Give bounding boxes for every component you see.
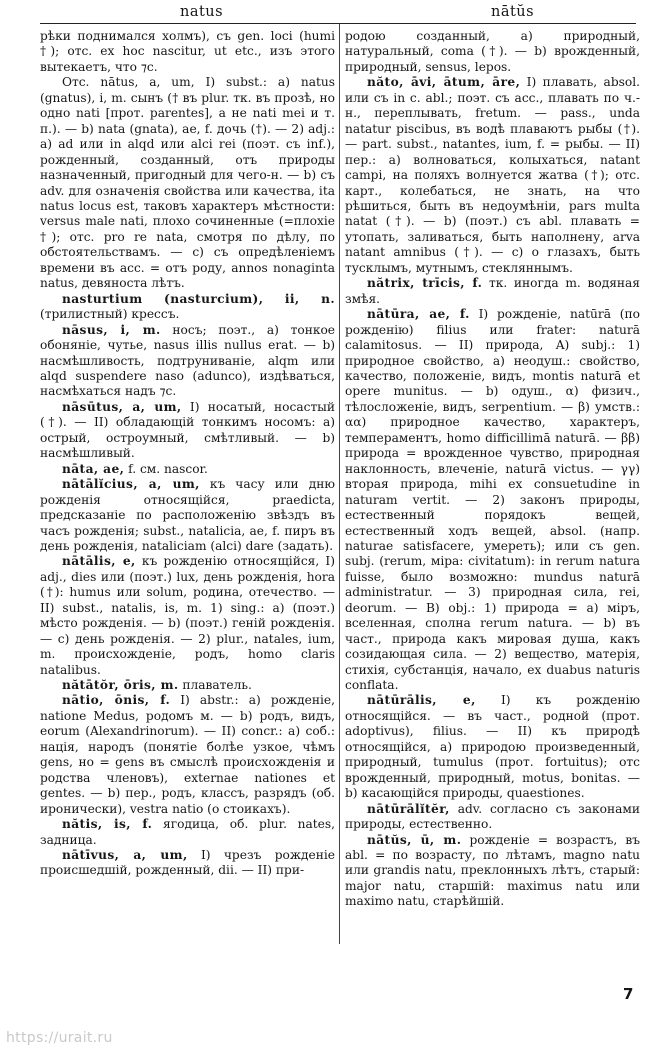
entry-continuation <box>40 29 335 75</box>
entry-definition: I) рожденіе, natūrā (по рожденію) filius или frater: naturā calamitosus. — II) природа, A) subj.: 1) природное свойство, a) неодуш.: свойство, качество, положеніе, видъ, montis naturā et opere munitus. — b) одуш., α) физич., тѣлосложеніе, видъ, serpentium. — β) умств.: αα) природное качество, характеръ, темпераментъ, homo difficillimā naturā. — ββ) природа = врожденное чувство, природная наклонность, влеченіе, naturā victus. — γγ) вторая природа, mihi ex consuetudine in naturam vertit. — 2) законъ природы, естественный порядокъ вещей, естественный ходъ вещей, absol. (напр. naturae satisfacere, умереть); или съ gen. subj. (rerum, міра: civitatum): in rerum natura fuisse, было возможно: mundus naturā administratur. — 3) природная сила, rei, deorum. — B) obj.: 1) природа = a) міръ, вселенная, сполна rerum natura. — b) въ част., природа какъ мировая душа, какъ созидающая сила. — 2) вещество, матерія, стихія, субстанція, начало, ex duabus naturis conflata. <box>345 307 641 693</box>
entry-headword: nătrix, trīcis, f. <box>367 276 483 291</box>
entry-definition: I) плавать, absol. или съ in c. abl.; поэт. съ acc., плавать по ч.-н., переплывать, fretum. — pass., unda natatur piscibus, въ водѣ плаваютъ рыбы (†). — part. subst., natantes, ium, f. = рыбы. — II) пер.: a) волноваться, колыхаться, natant campi, на поляхъ волнуется жатва (†); отс. карт., колебаться, не знать, на что рѣшиться, быть въ недоумѣніи, pars multa natat (†). — b) (поэт.) съ abl. плавать = утопать, заливаться, быть наполнену, arva natant amnibus (†). — c) о глазахъ, быть тусклымъ, мутнымъ, стекляннымъ. <box>345 75 640 275</box>
dictionary-entry <box>40 848 335 879</box>
entry-definition: плаватель. <box>182 678 252 693</box>
entry-headword: nātālis, e, <box>62 554 136 569</box>
entry-definition: къ часу или дню рожденія относящійся, praedicta, предсказаніе по расположенію звѣздъ въ часъ рожденія; subst., natalicia, ae, f. пиръ въ день рожденія, nataliciam (alci) dare (задать). <box>40 477 335 553</box>
left-column <box>40 29 335 879</box>
entry-definition: рожденіе = возрастъ, въ abl. = по возрасту, по лѣтамъ, magno natu или grandis natu, преклонныхъ лѣтъ, старый: major natu, старшій: maximus natu или maximo natu, старѣйшій. <box>345 832 640 909</box>
page-number: 7 <box>623 985 634 1003</box>
entry-definition: adv. согласно съ законами природы, естественно. <box>345 801 640 832</box>
running-header <box>0 0 649 24</box>
entry-definition: I) къ рожденію относящійся. — въ част., родной (прот. adoptivus), filius. — II) къ природѣ относящійся, a) природою произведенный, природный, tumulus (прот. fortuitus); отс врожденный, природный, motus, bonitas. — b) касающійся природы, quaestiones. <box>345 693 641 801</box>
entry-definition: I) abstr.: a) рожденіе, natione Medus, родомъ м. — b) родъ, видъ, eorum (Alexandrinorum). — II) concr.: a) соб.: нація, народъ (понятіе болѣе узкое, чѣмъ gens, но = gens въ смыслѣ происхожденія и родства членовъ), externae nationes et gentes. — b) пер., родъ, классъ, разрядъ (об. иронически), vestra natio (о стоикахъ). <box>40 693 336 816</box>
entry-definition: къ рожденію относящійся, I) adj., dies или (поэт.) lux, день рожденія, hora (†): humus или solum, родина, отечество. — II) subst., natalis, is, m. 1) sing.: a) (поэт.) мѣсто рожденія. — b) (поэт.) геній рожденія. — c) день рожденія. — 2) plur., natales, ium, m. происхожденіе, родъ, homo claris natalibus. <box>40 554 336 677</box>
right-column <box>345 29 640 910</box>
dictionary-entry <box>40 678 335 693</box>
entry-definition: I) чрезъ рожденіе происшедшій, рожденный, dii. — II) при- <box>40 848 335 878</box>
dictionary-entry <box>345 833 640 910</box>
dictionary-entry <box>345 802 640 833</box>
entry-continuation <box>40 75 335 291</box>
source-watermark: https://urait.ru <box>6 1030 113 1046</box>
entry-continuation <box>345 29 640 75</box>
entry-headword: nāsūtus, a, um, <box>62 399 182 414</box>
entry-headword: nătis, is, f. <box>62 817 153 832</box>
entry-headword: năto, āvi, ātum, āre, <box>367 75 521 90</box>
entry-headword: nāsus, i, m. <box>62 322 161 337</box>
dictionary-entry <box>345 693 640 801</box>
entry-headword: nātio, ōnis, f. <box>62 693 171 708</box>
entry-headword: nătātŏr, ōris, m. <box>62 678 179 693</box>
entry-headword: nātūra, ae, f. <box>367 307 470 322</box>
entry-definition: f. см. nascor. <box>128 461 208 476</box>
dictionary-entry <box>345 276 640 307</box>
entry-headword: nāta, ae, <box>62 461 125 476</box>
entry-headword: nātŭs, ū, m. <box>367 832 462 847</box>
entry-definition: родою созданный, a) природный, натуральный, coma (†). — b) врожденный, природный, sensus, lepos. <box>345 29 640 74</box>
dictionary-entry <box>40 554 335 678</box>
entry-definition: ягодица, об. plur. nates, задница. <box>40 817 336 847</box>
dictionary-entry <box>345 307 640 693</box>
entry-definition: Отс. nātus, a, um, I) subst.: a) natus (gnatus), i, m. сынъ († въ plur. тк. въ прозѣ, но одно nati [прот. parentes], а не nati mei и т. п.). — b) nata (gnata), ae, f. дочь (†). — 2) adj.: a) ad или in alqd или alci rei (поэт. съ inf.), рожденный, созданный, отъ природы назначенный, пригодный для чего-н. — b) съ adv. для означенія свойства или качества, ita natus locus est, таковъ характеръ мѣстности: versus male nati, плохо сочиненные (=плохіе †); отс. pro re nata, смотря по дѣлу, по обстоятельствамъ. — c) съ опредѣленіемъ времени въ acc. = отъ роду, annos nonaginta natus, девяноста лѣтъ. <box>40 75 335 291</box>
entry-definition: тк. иногда m. водяная змѣя. <box>345 276 640 306</box>
left-running-headword: natus <box>180 4 224 20</box>
right-running-headword: nātŭs <box>491 4 535 20</box>
dictionary-entry <box>40 477 335 554</box>
dictionary-entry <box>40 400 335 462</box>
dictionary-entry <box>40 292 335 323</box>
header-rule <box>40 23 636 24</box>
dictionary-entry <box>40 462 335 477</box>
entry-headword: nātīvus, a, um, <box>62 848 188 863</box>
entry-definition: носъ; поэт., a) тонкое обоняніе, чутье, nasus illis nullus erat. — b) насмѣшливость, подтруниваніе, alqm или alqd suspendere naso (adunco), издѣваться, насмѣхаться надъ ⁊с. <box>40 322 336 399</box>
entry-headword: nātūrālis, e, <box>367 693 476 708</box>
entry-headword: nātūrālĭtĕr, <box>367 801 450 816</box>
dictionary-entry <box>345 75 640 276</box>
entry-headword: nasturtium (nasturcium), ii, n. <box>62 291 335 306</box>
dictionary-entry <box>40 817 335 848</box>
dictionary-entry <box>40 693 335 817</box>
entry-definition: рѣки поднимался холмъ), съ gen. loci (humi †); отс. ex hoc nascitur, ut etc., изъ этого вытекаетъ, что ⁊с. <box>40 29 335 74</box>
column-divider <box>339 24 340 944</box>
entry-headword: nātālĭcius, a, um, <box>62 477 200 492</box>
dictionary-entry <box>40 323 335 400</box>
entry-definition: I) носатый, носастый (†). — II) обладающій тонкимъ носомъ: a) острый, остроумный, смѣтливый. — b) насмѣшливый. <box>40 399 336 461</box>
entry-definition: (трилистный) крессъ. <box>40 307 180 322</box>
